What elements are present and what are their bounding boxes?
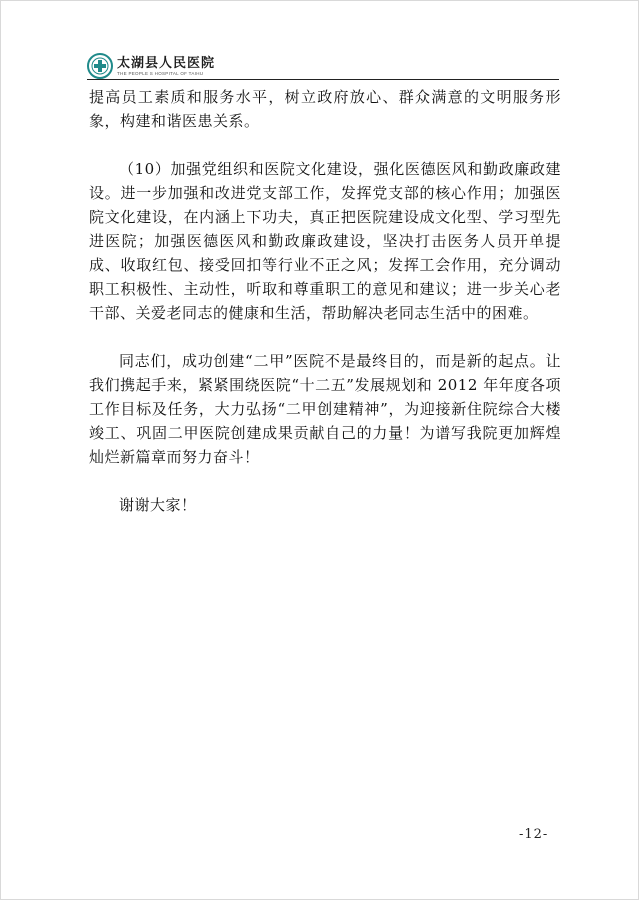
page-header: [87, 49, 557, 83]
closing-line: 谢谢大家！: [119, 496, 197, 514]
body-text: [89, 85, 561, 541]
paragraph: 同志们，成功创建“二甲”医院不是最终目的，而是新的起点。让我们携起手来，紧紧围绕医院“十二五”发展规划和 2012 年年度各项工作目标及任务，大力弘扬“二甲创建精神”，为迎接新住院综合大楼竣工、巩固二甲医院创建成果贡献自己的力量！为谱写我院更加辉煌灿烂新篇章而努力奋斗！: [89, 352, 561, 466]
hospital-name-english: THE PEOPLE S HOSPITAL OF TAIHU: [117, 70, 204, 76]
paragraph: （10）加强党组织和医院文化建设，强化医德医风和勤政廉政建设。进一步加强和改进党支部工作，发挥党支部的核心作用；加强医院文化建设，在内涵上下功夫，真正把医院建设成文化型、学习型先进医院；加强医德医风和勤政廉政建设，坚决打击医务人员开单提成、收取红包、接受回扣等行业不正之风；发挥工会作用，充分调动职工积极性、主动性，听取和尊重职工的意见和建议；进一步关心老干部、关爱老同志的健康和生活，帮助解决老同志生活中的困难。: [89, 160, 561, 322]
hospital-emblem-icon: [87, 53, 113, 79]
page-number: -12-: [519, 827, 549, 842]
hospital-name: 太湖县人民医院: [117, 55, 216, 71]
paragraph: 提高员工素质和服务水平，树立政府放心、群众满意的文明服务形象，构建和谐医患关系。: [89, 88, 561, 130]
header-divider: [87, 79, 559, 80]
